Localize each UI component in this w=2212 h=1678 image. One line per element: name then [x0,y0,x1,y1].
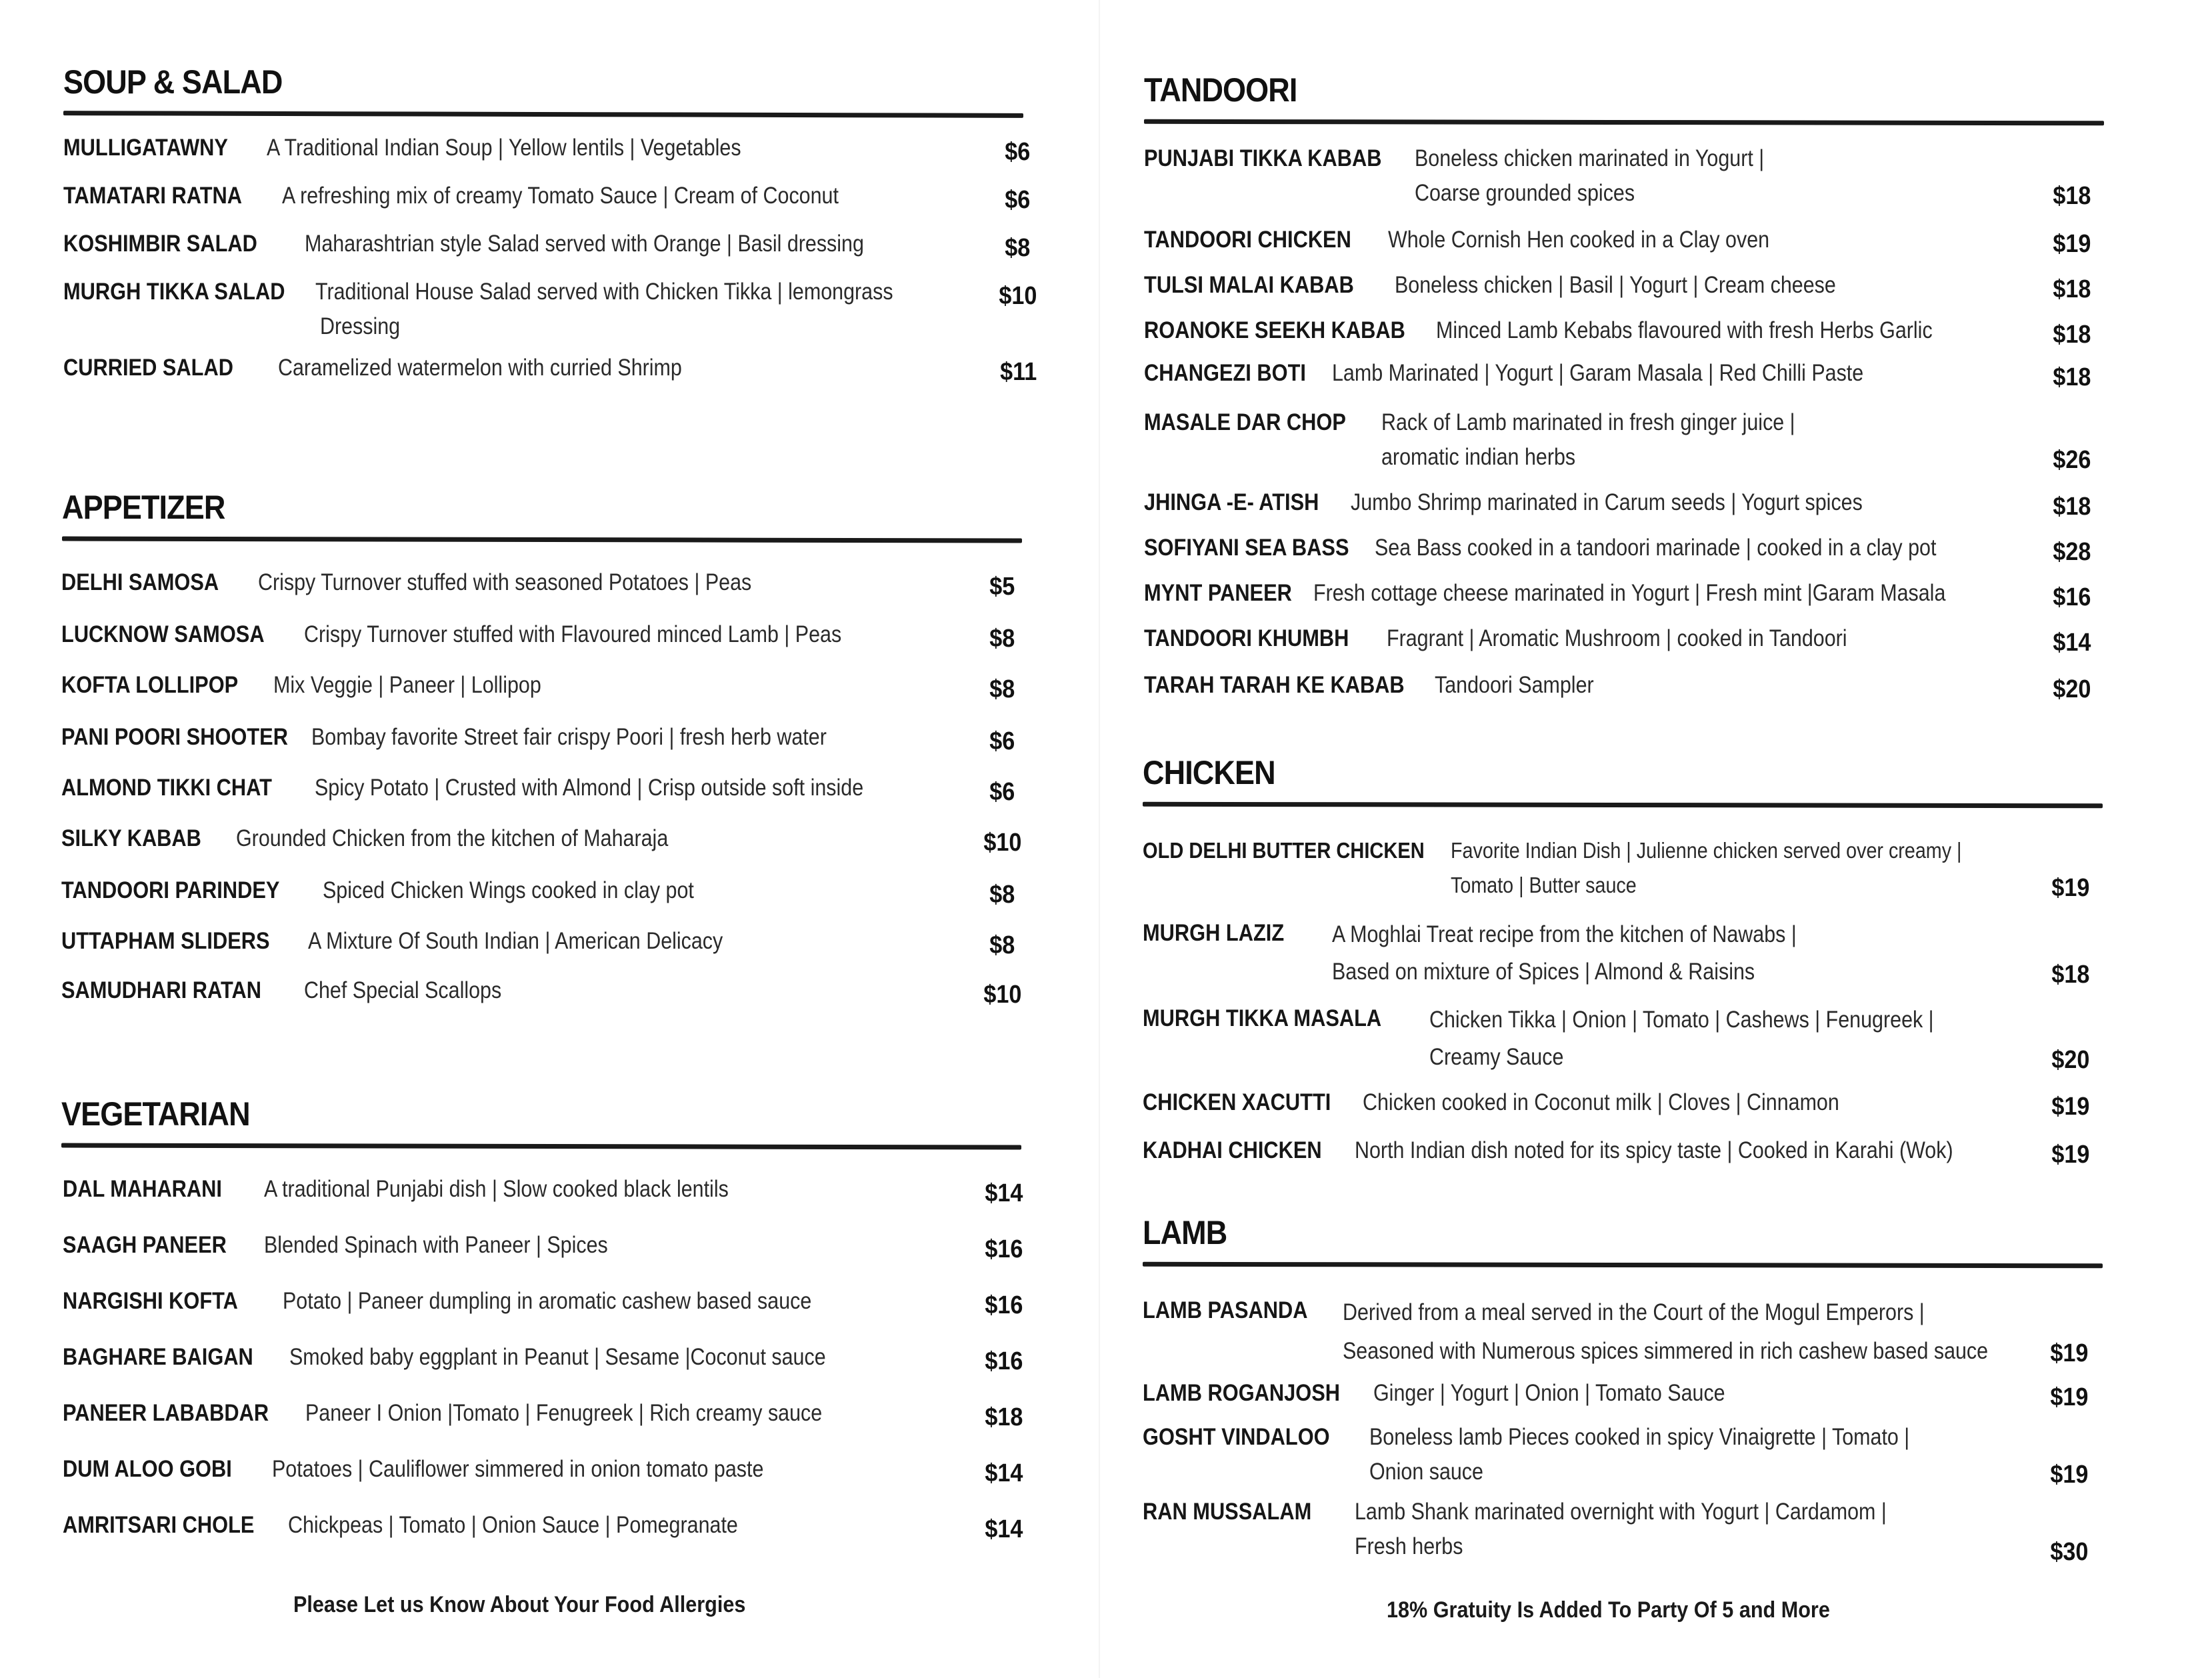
section-title: SOUP & SALAD [63,63,283,101]
item-description: Blended Spinach with Paneer | Spices [264,1232,608,1258]
page-fold-divider [1099,0,1100,1678]
item-name: TULSI MALAI KABAB [1144,272,1354,298]
section-appetizer [62,487,1022,542]
item-description: Fragrant | Aromatic Mushroom | cooked in Tandoori [1387,625,1847,651]
item-price: $18 [2052,363,2091,391]
item-price: $10 [983,829,1021,857]
item-name: LAMB PASANDA [1143,1297,1308,1323]
item-price: $18 [2052,182,2091,210]
item-description: Boneless chicken marinated in Yogurt | Coarse grounded spices [1415,145,1765,206]
item-price: $20 [2052,675,2091,703]
item-name: MURGH TIKKA SALAD [63,279,285,305]
section-title: VEGETARIAN [61,1095,250,1133]
section-divider [63,111,1023,118]
item-description: Rack of Lamb marinated in fresh ginger juice | aromatic indian herbs [1381,409,1795,470]
item-name: RAN MUSSALAM [1143,1499,1312,1525]
section-divider [61,1143,1021,1149]
item-description: Grounded Chicken from the kitchen of Maharaja [236,825,669,851]
item-description: Crispy Turnover stuffed with seasoned Potatoes | Peas [258,569,752,595]
section-vegetarian [61,1093,1021,1149]
item-price: $16 [2052,583,2091,611]
item-price: $26 [2052,446,2091,474]
item-price: $8 [989,881,1015,909]
section-tandoori-items [1144,141,2104,715]
item-name: TARAH TARAH KE KABAB [1144,672,1405,698]
item-description: A Mixture Of South Indian | American Delicacy [308,928,723,954]
item-name: BAGHARE BAIGAN [63,1344,253,1370]
item-description: Jumbo Shrimp marinated in Carum seeds | Yogurt spices [1351,489,1863,515]
section-title: LAMB [1143,1214,1227,1251]
item-price: $8 [989,675,1015,703]
section-divider [62,536,1022,543]
item-description: Boneless lamb Pieces cooked in spicy Vinaigrette | Tomato | Onion sauce [1369,1424,1910,1485]
item-description: Potatoes | Cauliflower simmered in onion tomato paste [272,1456,764,1482]
item-price: $19 [2049,1461,2088,1489]
item-name: PANEER LABABDAR [63,1400,269,1426]
item-description: A Traditional Indian Soup | Yellow lentils | Vegetables [267,135,741,161]
item-price: $10 [998,282,1037,310]
item-price: $18 [2051,961,2089,989]
item-description: Spicy Potato | Crusted with Almond | Crisp outside soft inside [315,775,864,801]
section-soup-salad-items [63,131,1037,411]
item-name: CHICKEN XACUTTI [1143,1089,1331,1115]
item-description: Paneer I Onion |Tomato | Fenugreek | Rich creamy sauce [305,1400,823,1426]
item-name: ROANOKE SEEKH KABAB [1144,317,1405,343]
item-price: $19 [2051,1093,2089,1121]
section-divider [1143,1262,2103,1269]
item-name: MASALE DAR CHOP [1144,409,1346,435]
item-description: Boneless chicken | Basil | Yogurt | Cream cheese [1395,272,1836,298]
item-price: $18 [984,1403,1023,1431]
section-chicken [1143,752,2103,807]
item-description: Favorite Indian Dish | Julienne chicken served over creamy | Tomato | Butter sauce [1451,838,1962,897]
item-price: $6 [989,727,1015,755]
item-description: Traditional House Salad served with Chicken Tikka | lemongrass Dressing [315,279,893,339]
item-description: North Indian dish noted for its spicy taste | Cooked in Karahi (Wok) [1355,1137,1953,1163]
item-name: JHINGA -E- ATISH [1144,489,1319,515]
item-name: DELHI SAMOSA [61,569,219,595]
item-name: SAAGH PANEER [63,1232,227,1258]
item-description: Lamb Marinated | Yogurt | Garam Masala | Red Chilli Paste [1332,360,1864,386]
item-name: ALMOND TIKKI CHAT [61,775,272,801]
item-description: Fresh cottage cheese marinated in Yogurt | Fresh mint |Garam Masala [1313,580,1946,606]
item-name: DAL MAHARANI [63,1176,222,1202]
item-description: Chicken cooked in Coconut milk | Cloves | Cinnamon [1363,1089,1839,1115]
item-price: $20 [2051,1046,2089,1074]
gratuity-notice: 18% Gratuity Is Added To Party Of 5 and More [1387,1597,1830,1623]
section-divider [1144,119,2104,126]
item-price: $16 [984,1291,1023,1319]
item-name: KADHAI CHICKEN [1143,1137,1322,1163]
item-description: A traditional Punjabi dish | Slow cooked black lentils [264,1176,729,1202]
item-name: KOFTA LOLLIPOP [61,672,239,698]
section-title: TANDOORI [1144,71,1297,109]
section-tandoori [1144,69,2104,125]
item-price: $19 [2052,230,2091,258]
item-name: MURGH TIKKA MASALA [1143,1005,1382,1031]
item-description: Chef Special Scallops [304,977,502,1003]
section-lamb-items [1143,1293,2103,1573]
item-price: $19 [2051,1141,2089,1169]
item-name: DUM ALOO GOBI [63,1456,232,1482]
item-name: KOSHIMBIR SALAD [63,231,257,257]
item-description: Smoked baby eggplant in Peanut | Sesame |Coconut sauce [289,1344,826,1370]
section-chicken-items [1143,833,2103,1180]
item-name: CURRIED SALAD [63,355,233,381]
item-description: Potato | Paneer dumpling in aromatic cashew based sauce [283,1288,812,1314]
item-description: A refreshing mix of creamy Tomato Sauce | Cream of Coconut [282,183,839,209]
item-name: PANI POORI SHOOTER [61,724,288,750]
item-description: Tandoori Sampler [1435,672,1594,698]
item-price: $16 [984,1347,1023,1375]
menu-page-right [1107,0,2212,1678]
item-price: $14 [984,1179,1023,1207]
item-name: TAMATARI RATNA [63,183,243,209]
section-divider [1143,802,2103,809]
item-description: Bombay favorite Street fair crispy Poori | fresh herb water [311,724,827,750]
item-description: Chickpeas | Tomato | Onion Sauce | Pomegranate [288,1512,738,1538]
item-price: $8 [989,931,1015,959]
item-price: $6 [1004,186,1030,214]
item-name: LAMB ROGANJOSH [1143,1380,1341,1406]
item-name: SOFIYANI SEA BASS [1144,535,1349,561]
item-price: $18 [2052,493,2091,521]
item-price: $18 [2052,321,2091,349]
item-price: $8 [989,625,1015,653]
item-price: $14 [984,1459,1023,1487]
item-price: $8 [1004,234,1030,262]
item-price: $11 [999,358,1037,386]
item-description: Spiced Chicken Wings cooked in clay pot [323,877,694,903]
item-name: CHANGEZI BOTI [1144,360,1306,386]
allergy-notice: Please Let us Know About Your Food Allergies [293,1592,746,1617]
item-price: $19 [2049,1383,2088,1411]
item-price: $14 [2052,629,2091,657]
item-description: A Moghlai Treat recipe from the kitchen of Nawabs | Based on mixture of Spices | Almond & Raisins [1332,921,1797,985]
item-price: $19 [2051,874,2089,902]
item-name: GOSHT VINDALOO [1143,1424,1330,1450]
item-description: Mix Veggie | Paneer | Lollipop [273,672,541,698]
section-soup-salad [63,61,1023,117]
item-name: MYNT PANEER [1144,580,1292,606]
item-name: MULLIGATAWNY [63,135,228,161]
item-name: SILKY KABAB [61,825,201,851]
item-name: UTTAPHAM SLIDERS [61,928,270,954]
item-description: Lamb Shank marinated overnight with Yogurt | Cardamom | Fresh herbs [1355,1499,1887,1559]
item-price: $6 [989,778,1015,806]
item-description: Caramelized watermelon with curried Shrimp [278,355,682,381]
item-description: Sea Bass cooked in a tandoori marinade | cooked in a clay pot [1375,535,1937,561]
item-description: Chicken Tikka | Onion | Tomato | Cashews | Fenugreek | Creamy Sauce [1429,1007,1934,1070]
item-name: TANDOORI CHICKEN [1144,227,1351,253]
item-description: Maharashtrian style Salad served with Orange | Basil dressing [305,231,864,257]
item-price: $10 [983,981,1021,1009]
item-price: $19 [2049,1339,2088,1367]
item-price: $5 [989,573,1015,601]
item-price: $14 [984,1515,1023,1543]
item-name: LUCKNOW SAMOSA [61,621,265,647]
item-name: SAMUDHARI RATAN [61,977,261,1003]
section-appetizer-items [61,565,1028,1019]
section-title: CHICKEN [1143,754,1275,791]
item-name: MURGH LAZIZ [1143,920,1285,946]
item-name: TANDOORI KHUMBH [1144,625,1349,651]
item-name: AMRITSARI CHOLE [63,1512,255,1538]
item-price: $28 [2052,538,2091,566]
item-description: Whole Cornish Hen cooked in a Clay oven [1388,227,1770,253]
section-title: APPETIZER [62,489,225,526]
item-name: OLD DELHI BUTTER CHICKEN [1143,838,1425,863]
item-price: $6 [1004,138,1030,166]
item-description: Minced Lamb Kebabs flavoured with fresh Herbs Garlic [1436,317,1933,343]
item-name: PUNJABI TIKKA KABAB [1144,145,1382,171]
section-lamb [1143,1212,2103,1267]
item-price: $18 [2052,275,2091,303]
item-description: Ginger | Yogurt | Onion | Tomato Sauce [1373,1380,1725,1406]
item-name: NARGISHI KOFTA [63,1288,238,1314]
item-name: TANDOORI PARINDEY [61,877,280,903]
section-vegetarian-items [63,1172,1029,1543]
menu-page-left [0,0,1093,1678]
item-price: $16 [984,1235,1023,1263]
item-price: $30 [2049,1538,2088,1566]
item-description: Derived from a meal served in the Court of the Mogul Emperors | Seasoned with Numerous spices simmered in rich cashew based sauce [1343,1299,1989,1364]
item-description: Crispy Turnover stuffed with Flavoured minced Lamb | Peas [304,621,842,647]
